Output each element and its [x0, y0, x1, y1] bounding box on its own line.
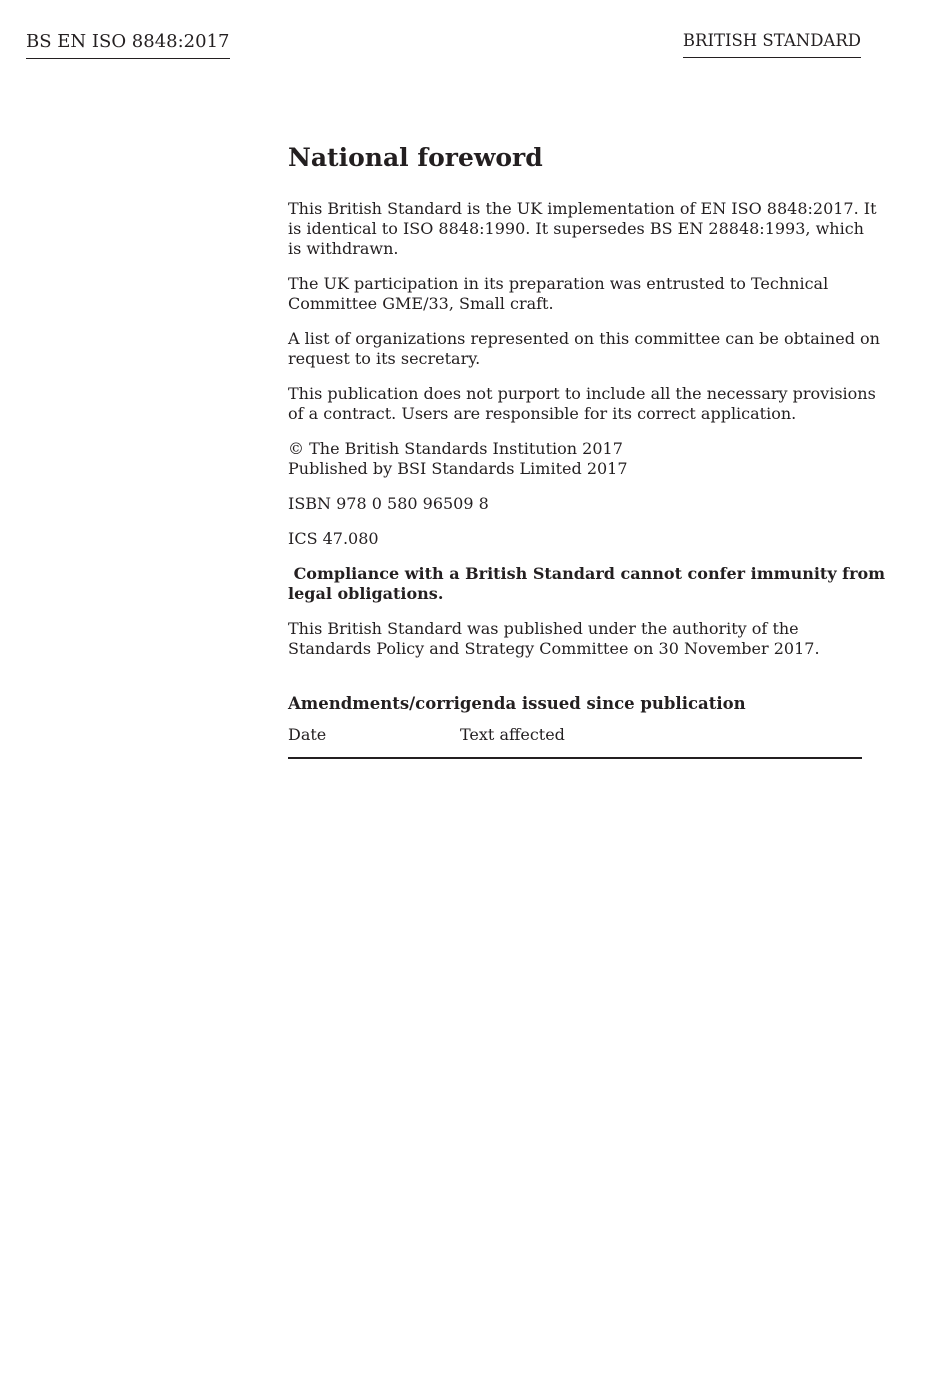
copyright-paragraph [288, 439, 862, 479]
text-line: of a contract. Users are responsible for its correct application. [288, 404, 797, 423]
authority-paragraph [288, 619, 862, 659]
document-identifier: BS EN ISO 8848:2017 [26, 30, 230, 59]
text-line: legal obligations. [288, 584, 444, 603]
ics-code: ICS 47.080 [288, 529, 379, 548]
text-line: This publication does not purport to include all the necessary provisions [288, 384, 876, 403]
publisher-notice: Published by BSI Standards Limited 2017 [288, 459, 628, 478]
text-line: A list of organizations represented on this committee can be obtained on [288, 329, 880, 348]
date-column-header: Date [288, 725, 327, 744]
amendments-heading: Amendments/corrigenda issued since publication [288, 694, 746, 713]
implementation-paragraph [288, 199, 877, 259]
copyright-notice: © The British Standards Institution 2017 [288, 439, 623, 458]
provisions-paragraph [288, 384, 876, 424]
text-line: is identical to ISO 8848:1990. It supersedes BS EN 28848:1993, which [288, 219, 864, 238]
text-line: request to its secretary. [288, 349, 481, 368]
text-affected-column-header: Text affected [460, 725, 565, 744]
participation-paragraph [288, 274, 862, 314]
standard-category: BRITISH STANDARD [683, 30, 861, 58]
national-foreword-section [288, 140, 886, 759]
amendments-table [288, 725, 862, 759]
compliance-statement [288, 564, 886, 604]
text-line: Compliance with a British Standard cannot confer immunity from [288, 564, 886, 583]
organizations-paragraph [288, 329, 880, 369]
text-line: This British Standard is the UK implementation of EN ISO 8848:2017. It [288, 199, 877, 218]
isbn: ISBN 978 0 580 96509 8 [288, 494, 489, 513]
text-line: Standards Policy and Strategy Committee on 30 November 2017. [288, 639, 820, 658]
text-line: Committee GME/33, Small craft. [288, 294, 554, 313]
page-title: National foreword [288, 143, 543, 172]
text-line: This British Standard was published under the authority of the [288, 619, 799, 638]
text-line: The UK participation in its preparation was entrusted to Technical [288, 274, 829, 293]
text-line: is withdrawn. [288, 239, 399, 258]
